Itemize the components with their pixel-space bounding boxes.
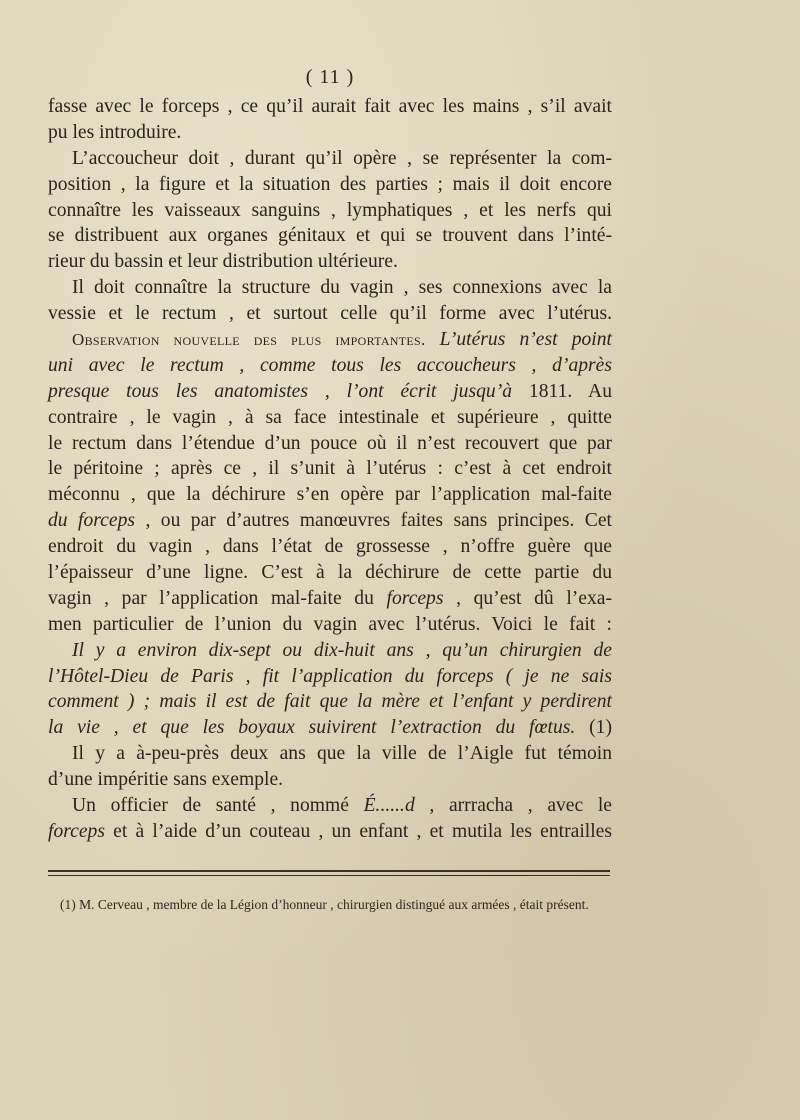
text-line: men particulier de l’union du vagin avec l’utérus. Voici le fait : bbox=[48, 613, 612, 635]
footnote-rule-thin bbox=[48, 875, 610, 876]
text-line: la vie , et que les boyaux suivirent l’extraction du fœtus. (1) bbox=[48, 717, 613, 739]
page-number: ( 11 ) bbox=[305, 66, 355, 88]
text-line: position , la figure et la situation des parties ; mais il doit encore bbox=[48, 173, 612, 195]
text-line: le péritoine ; après ce , il s’unit à l’utérus : c’est à cet endroit bbox=[48, 458, 612, 480]
text-line: presque tous les anatomistes , l’ont écrit jusqu’à 1811. Au bbox=[48, 380, 612, 402]
footnote-ref: (1) bbox=[575, 717, 613, 739]
footnote-rule bbox=[48, 870, 610, 872]
text-line: L’accoucheur doit , durant qu’il opère , se représenter la com- bbox=[72, 147, 612, 169]
text-line: uni avec le rectum , comme tous les accoucheurs , d’après bbox=[48, 354, 612, 376]
text-line: du forceps , ou par d’autres manœuvres faites sans principes. Cet bbox=[48, 510, 612, 532]
text-line: contraire , le vagin , à sa face intestinale et supérieure , quitte bbox=[48, 406, 612, 428]
text-line: Un officier de santé , nommé É......d , arrracha , avec le bbox=[72, 795, 612, 817]
text-line: pu les introduire. bbox=[48, 121, 182, 143]
text-line: forceps et à l’aide d’un couteau , un enfant , et mutila les entrailles bbox=[48, 820, 612, 842]
text-line: le rectum dans l’étendue d’un pouce où il n’est recouvert que par bbox=[48, 432, 612, 454]
text-line: Il y a à-peu-près deux ans que la ville de l’Aigle fut témoin bbox=[72, 743, 612, 765]
text-line: Il doit connaître la structure du vagin , ses connexions avec la bbox=[72, 277, 612, 299]
text-line: se distribuent aux organes génitaux et qui se trouvent dans l’inté- bbox=[48, 225, 612, 247]
text-line: vagin , par l’application mal-faite du forceps , qu’est dû l’exa- bbox=[48, 587, 613, 609]
text-line: connaître les vaisseaux sanguins , lymphatiques , et les nerfs qui bbox=[48, 199, 612, 221]
text-line: vessie et le rectum , et surtout celle qu’il forme avec l’utérus. bbox=[48, 303, 612, 325]
text-line: endroit du vagin , dans l’état de grossesse , n’offre guère que bbox=[48, 536, 612, 558]
text-line: l’Hôtel-Dieu de Paris , fit l’application du forceps ( je ne sais bbox=[48, 665, 612, 687]
section-heading: Observation nouvelle des plus importantes. bbox=[72, 330, 426, 350]
main-text bbox=[48, 94, 612, 845]
text-line: méconnu , que la déchirure s’en opère par l’application mal-faite bbox=[48, 484, 612, 506]
text-line: fasse avec le forceps , ce qu’il aurait fait avec les mains , s’il avait bbox=[48, 96, 612, 117]
text-line: d’une impéritie sans exemple. bbox=[48, 769, 284, 791]
text-line: Observation nouvelle des plus importantes. L’utérus n’est point bbox=[72, 329, 612, 351]
text-line: comment ) ; mais il est de fait que la mère et l’enfant y perdirent bbox=[48, 691, 612, 713]
text-line: rieur du bassin et leur distribution ultérieure. bbox=[48, 251, 398, 273]
footnote: (1) M. Cerveau , membre de la Légion d’honneur , chirurgien distingué aux armées , était présent. bbox=[60, 897, 589, 912]
text-line: l’épaisseur d’une ligne. C’est à la déchirure de cette partie du bbox=[48, 562, 612, 584]
text-line: Il y a environ dix-sept ou dix-huit ans , qu’un chirurgien de bbox=[72, 639, 612, 661]
